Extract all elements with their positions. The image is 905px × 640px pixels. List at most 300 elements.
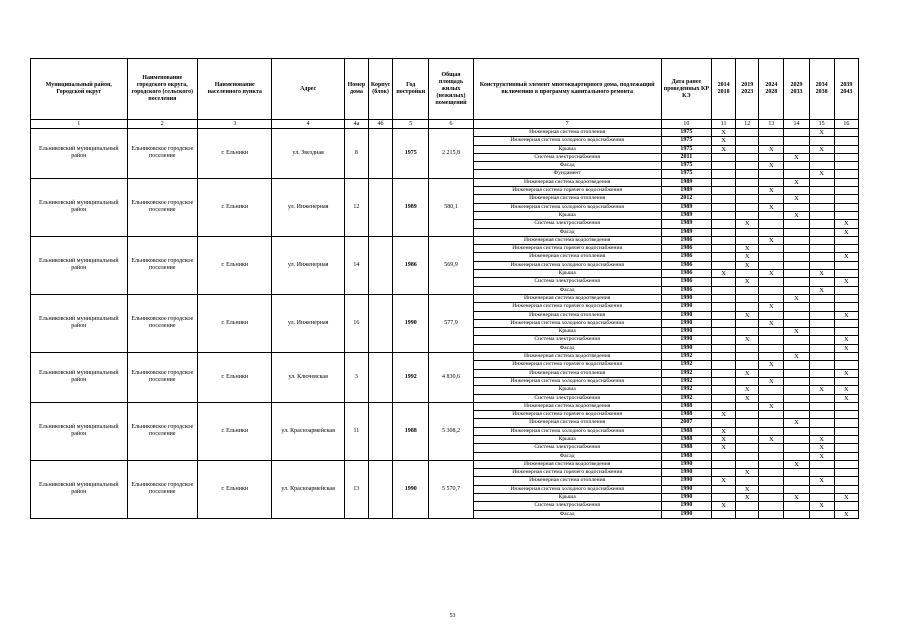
period-mark (736, 502, 759, 510)
house-year: 1990 (393, 460, 429, 518)
period-mark: X (736, 220, 759, 228)
period-mark (759, 502, 784, 510)
period-mark (834, 377, 858, 385)
period-mark (784, 261, 809, 269)
period-mark (712, 469, 736, 477)
period-mark (759, 469, 784, 477)
period-mark (736, 444, 759, 452)
period-mark: X (834, 220, 858, 228)
period-mark: X (784, 494, 809, 502)
period-mark: X (834, 394, 858, 402)
period-mark (712, 494, 736, 502)
element-prior-date: 1992 (661, 369, 711, 377)
period-mark (759, 278, 784, 286)
element-prior-date: 1990 (661, 303, 711, 311)
period-mark: X (712, 411, 736, 419)
period-mark: X (759, 270, 784, 278)
period-mark (809, 460, 834, 468)
period-mark (784, 278, 809, 286)
period-mark (809, 303, 834, 311)
period-mark (784, 369, 809, 377)
period-mark (759, 444, 784, 452)
element-name: Фасад (473, 510, 661, 518)
element-prior-date: 1990 (661, 344, 711, 352)
element-prior-date: 1986 (661, 245, 711, 253)
house-settlement: Ельниковское городское поселение (127, 460, 197, 518)
period-mark (712, 485, 736, 493)
element-prior-date: 1990 (661, 328, 711, 336)
element-prior-date: 1988 (661, 411, 711, 419)
element-name: Инженерная система водоотведения (473, 402, 661, 410)
period-mark: X (809, 286, 834, 294)
period-mark (736, 228, 759, 236)
period-mark (736, 377, 759, 385)
period-mark (834, 261, 858, 269)
period-mark (784, 228, 809, 236)
period-mark (809, 187, 834, 195)
element-name: Инженерная система водоотведения (473, 353, 661, 361)
period-mark (809, 394, 834, 402)
house-settlement: Ельниковское городское поселение (127, 402, 197, 460)
period-mark (736, 353, 759, 361)
house-number: 3 (344, 353, 368, 403)
period-mark (712, 377, 736, 385)
period-mark (759, 245, 784, 253)
period-mark (784, 444, 809, 452)
period-mark (736, 178, 759, 186)
element-prior-date: 1992 (661, 361, 711, 369)
house-year: 1992 (393, 353, 429, 403)
element-name: Фасад (473, 286, 661, 294)
column-number: 16 (834, 120, 858, 129)
table-row (31, 402, 859, 410)
period-mark (712, 236, 736, 244)
period-mark (736, 211, 759, 219)
column-number: 15 (809, 120, 834, 129)
house-number: 16 (344, 294, 368, 352)
period-mark (834, 137, 858, 145)
period-mark (736, 270, 759, 278)
period-mark (834, 460, 858, 468)
period-mark (834, 328, 858, 336)
period-mark (809, 427, 834, 435)
house-block (369, 353, 393, 403)
element-name: Инженерная система горячего водоснабжения (473, 469, 661, 477)
element-prior-date: 1988 (661, 444, 711, 452)
period-mark (736, 460, 759, 468)
period-mark: X (759, 361, 784, 369)
element-name: Инженерная система холодного водоснабжения (473, 377, 661, 385)
house-area: 569,9 (429, 236, 473, 294)
period-mark (784, 253, 809, 261)
period-mark (809, 153, 834, 161)
house-number: 13 (344, 460, 368, 518)
period-mark (712, 162, 736, 170)
header-address: Адрес (272, 59, 344, 120)
house-year: 1990 (393, 294, 429, 352)
period-mark: X (736, 311, 759, 319)
period-mark (712, 402, 736, 410)
period-mark (809, 469, 834, 477)
element-name: Фасад (473, 452, 661, 460)
period-mark (834, 294, 858, 302)
element-name: Инженерная система отопления (473, 129, 661, 137)
period-mark: X (712, 427, 736, 435)
period-mark: X (759, 303, 784, 311)
element-name: Инженерная система горячего водоснабжения (473, 187, 661, 195)
period-mark: X (809, 145, 834, 153)
element-name: Инженерная система отопления (473, 253, 661, 261)
element-prior-date: 1989 (661, 220, 711, 228)
period-mark: X (736, 485, 759, 493)
period-mark: X (759, 319, 784, 327)
period-mark (784, 129, 809, 137)
element-prior-date: 2007 (661, 419, 711, 427)
period-mark (834, 477, 858, 485)
period-mark (784, 402, 809, 410)
element-prior-date: 1975 (661, 137, 711, 145)
period-mark (834, 411, 858, 419)
house-year: 1988 (393, 402, 429, 460)
period-mark (784, 286, 809, 294)
period-mark: X (784, 211, 809, 219)
period-mark (784, 477, 809, 485)
period-mark (759, 353, 784, 361)
house-block (369, 460, 393, 518)
house-year: 1986 (393, 236, 429, 294)
period-mark: X (809, 170, 834, 178)
element-prior-date: 1986 (661, 236, 711, 244)
element-prior-date: 1992 (661, 377, 711, 385)
element-name: Инженерная система водоотведения (473, 294, 661, 302)
period-mark (712, 510, 736, 518)
period-mark: X (712, 477, 736, 485)
period-mark (809, 510, 834, 518)
period-mark (784, 319, 809, 327)
period-mark (759, 153, 784, 161)
table-row (31, 129, 859, 137)
element-name: Инженерная система отопления (473, 311, 661, 319)
element-name: Система электроснабжения (473, 394, 661, 402)
period-mark (809, 253, 834, 261)
column-number: 4б (369, 120, 393, 129)
period-mark (834, 187, 858, 195)
period-mark (809, 336, 834, 344)
period-mark (834, 427, 858, 435)
period-mark (759, 419, 784, 427)
house-block (369, 129, 393, 179)
element-name: Инженерная система горячего водоснабжения (473, 245, 661, 253)
period-mark: X (712, 145, 736, 153)
table-row (31, 353, 859, 361)
period-mark (712, 278, 736, 286)
column-number-row (31, 120, 859, 129)
period-mark (834, 270, 858, 278)
period-mark (712, 452, 736, 460)
period-mark (736, 303, 759, 311)
period-mark (759, 220, 784, 228)
period-mark: X (736, 494, 759, 502)
period-mark: X (834, 336, 858, 344)
period-mark (712, 319, 736, 327)
period-mark (784, 220, 809, 228)
period-mark (712, 361, 736, 369)
period-mark (834, 286, 858, 294)
element-prior-date: 1988 (661, 452, 711, 460)
period-mark (809, 236, 834, 244)
period-mark (759, 394, 784, 402)
house-street: ул. Инженерная (272, 294, 344, 352)
header-year: Год постройки (393, 59, 429, 120)
period-mark (736, 145, 759, 153)
period-mark (784, 137, 809, 145)
element-prior-date: 1990 (661, 294, 711, 302)
period-mark (834, 502, 858, 510)
house-settlement: Ельниковское городское поселение (127, 129, 197, 179)
element-prior-date: 1990 (661, 485, 711, 493)
period-mark (759, 195, 784, 203)
header-locality: Наименование населенного пункта (198, 59, 272, 120)
element-name: Инженерная система горячего водоснабжения (473, 361, 661, 369)
period-mark (834, 353, 858, 361)
period-mark: X (784, 328, 809, 336)
period-mark (712, 178, 736, 186)
element-name: Крыша (473, 211, 661, 219)
house-area: 2 215,8 (429, 129, 473, 179)
element-name: Инженерная система отопления (473, 195, 661, 203)
period-mark (712, 328, 736, 336)
period-mark (784, 361, 809, 369)
period-mark (712, 286, 736, 294)
period-mark (834, 485, 858, 493)
period-mark (736, 361, 759, 369)
period-mark (759, 328, 784, 336)
period-mark (784, 245, 809, 253)
period-mark (834, 162, 858, 170)
period-mark (834, 153, 858, 161)
period-mark: X (834, 510, 858, 518)
column-number: 4 (272, 120, 344, 129)
period-mark: X (809, 386, 834, 394)
element-prior-date: 1990 (661, 494, 711, 502)
period-mark (759, 286, 784, 294)
period-mark (809, 402, 834, 410)
table-row (31, 236, 859, 244)
period-mark (759, 494, 784, 502)
period-mark: X (809, 435, 834, 443)
period-mark (834, 129, 858, 137)
period-mark (809, 261, 834, 269)
house-area: 577,9 (429, 294, 473, 352)
period-mark (784, 452, 809, 460)
period-mark (736, 203, 759, 211)
period-mark (759, 427, 784, 435)
period-mark: X (759, 402, 784, 410)
house-street: ул. Красноармейская (272, 402, 344, 460)
period-mark (759, 137, 784, 145)
period-mark (809, 344, 834, 352)
period-mark (834, 203, 858, 211)
period-mark: X (736, 253, 759, 261)
element-prior-date: 1990 (661, 510, 711, 518)
header-period-2014: 2014 2018 (712, 59, 736, 120)
period-mark (759, 228, 784, 236)
element-prior-date: 1975 (661, 170, 711, 178)
period-mark (712, 303, 736, 311)
element-prior-date: 1989 (661, 228, 711, 236)
period-mark (712, 344, 736, 352)
period-mark (736, 435, 759, 443)
period-mark (809, 228, 834, 236)
period-mark (759, 510, 784, 518)
house-district: Ельниковский муниципальный район (31, 402, 128, 460)
element-prior-date: 1975 (661, 162, 711, 170)
period-mark (759, 477, 784, 485)
column-number: 2 (127, 120, 197, 129)
house-district: Ельниковский муниципальный район (31, 353, 128, 403)
period-mark: X (736, 394, 759, 402)
element-prior-date: 1988 (661, 435, 711, 443)
element-name: Инженерная система холодного водоснабжения (473, 261, 661, 269)
period-mark (759, 369, 784, 377)
house-number: 8 (344, 129, 368, 179)
header-block: Корпус (блок) (369, 59, 393, 120)
element-prior-date: 2011 (661, 153, 711, 161)
house-street: ул. Красноармейская (272, 460, 344, 518)
period-mark (759, 253, 784, 261)
element-prior-date: 1990 (661, 469, 711, 477)
period-mark (809, 494, 834, 502)
period-mark (834, 469, 858, 477)
element-prior-date: 1986 (661, 270, 711, 278)
period-mark (736, 411, 759, 419)
element-prior-date: 1990 (661, 311, 711, 319)
period-mark (834, 145, 858, 153)
column-number: 4а (344, 120, 368, 129)
period-mark (809, 294, 834, 302)
period-mark (834, 435, 858, 443)
period-mark (784, 187, 809, 195)
period-mark (784, 170, 809, 178)
period-mark (809, 319, 834, 327)
element-name: Инженерная система холодного водоснабжения (473, 319, 661, 327)
house-locality: г. Ельники (198, 402, 272, 460)
period-mark (834, 195, 858, 203)
element-name: Инженерная система отопления (473, 477, 661, 485)
element-name: Инженерная система горячего водоснабжения (473, 303, 661, 311)
table-row (31, 178, 859, 186)
element-name: Система электроснабжения (473, 444, 661, 452)
period-mark (736, 427, 759, 435)
period-mark: X (784, 153, 809, 161)
house-number: 12 (344, 178, 368, 236)
house-locality: г. Ельники (198, 129, 272, 179)
column-number: 1 (31, 120, 128, 129)
element-name: Инженерная система водоотведения (473, 178, 661, 186)
house-block (369, 402, 393, 460)
period-mark (834, 178, 858, 186)
period-mark (759, 485, 784, 493)
house-settlement: Ельниковское городское поселение (127, 294, 197, 352)
house-locality: г. Ельники (198, 294, 272, 352)
period-mark (759, 261, 784, 269)
house-number: 14 (344, 236, 368, 294)
house-area: 5 308,2 (429, 402, 473, 460)
period-mark (809, 203, 834, 211)
period-mark (712, 311, 736, 319)
period-mark (759, 211, 784, 219)
period-mark (809, 211, 834, 219)
period-mark: X (712, 435, 736, 443)
period-mark (712, 170, 736, 178)
period-mark: X (759, 377, 784, 385)
period-mark (834, 211, 858, 219)
element-prior-date: 1986 (661, 253, 711, 261)
period-mark (784, 386, 809, 394)
column-number: 6 (429, 120, 473, 129)
period-mark (834, 419, 858, 427)
period-mark (784, 311, 809, 319)
period-mark (834, 452, 858, 460)
period-mark (712, 353, 736, 361)
element-name: Крыша (473, 270, 661, 278)
header-element: Конструктивный элемент многоквартирного дома, подлежащий включению в программу капитального ремонта (473, 59, 661, 120)
header-house-number: Номер дома (344, 59, 368, 120)
period-mark (784, 377, 809, 385)
house-street: ул. Инженерная (272, 236, 344, 294)
period-mark (736, 294, 759, 302)
element-name: Инженерная система водоотведения (473, 460, 661, 468)
period-mark: X (809, 444, 834, 452)
element-prior-date: 1989 (661, 178, 711, 186)
header-period-2019: 2019 2023 (736, 59, 759, 120)
period-mark (809, 361, 834, 369)
period-mark: X (759, 203, 784, 211)
house-block (369, 236, 393, 294)
period-mark (784, 145, 809, 153)
period-mark (736, 195, 759, 203)
period-mark: X (759, 145, 784, 153)
element-prior-date: 1990 (661, 477, 711, 485)
period-mark: X (736, 245, 759, 253)
period-mark (759, 452, 784, 460)
period-mark (834, 170, 858, 178)
period-mark (809, 377, 834, 385)
element-prior-date: 1992 (661, 386, 711, 394)
element-name: Инженерная система горячего водоснабжения (473, 411, 661, 419)
period-mark (834, 303, 858, 311)
period-mark (712, 261, 736, 269)
house-locality: г. Ельники (198, 353, 272, 403)
period-mark: X (834, 386, 858, 394)
period-mark (712, 187, 736, 195)
header-district: Муниципальный район, Городской округ (31, 59, 128, 120)
house-street: ул. Инженерная (272, 178, 344, 236)
period-mark (784, 203, 809, 211)
period-mark (759, 170, 784, 178)
period-mark: X (712, 502, 736, 510)
period-mark (736, 170, 759, 178)
period-mark: X (736, 469, 759, 477)
house-locality: г. Ельники (198, 236, 272, 294)
period-mark (759, 411, 784, 419)
period-mark (712, 211, 736, 219)
house-area: 5 570,7 (429, 460, 473, 518)
element-name: Система электроснабжения (473, 336, 661, 344)
element-prior-date: 2012 (661, 195, 711, 203)
capital-repair-table (30, 58, 859, 519)
period-mark (784, 510, 809, 518)
